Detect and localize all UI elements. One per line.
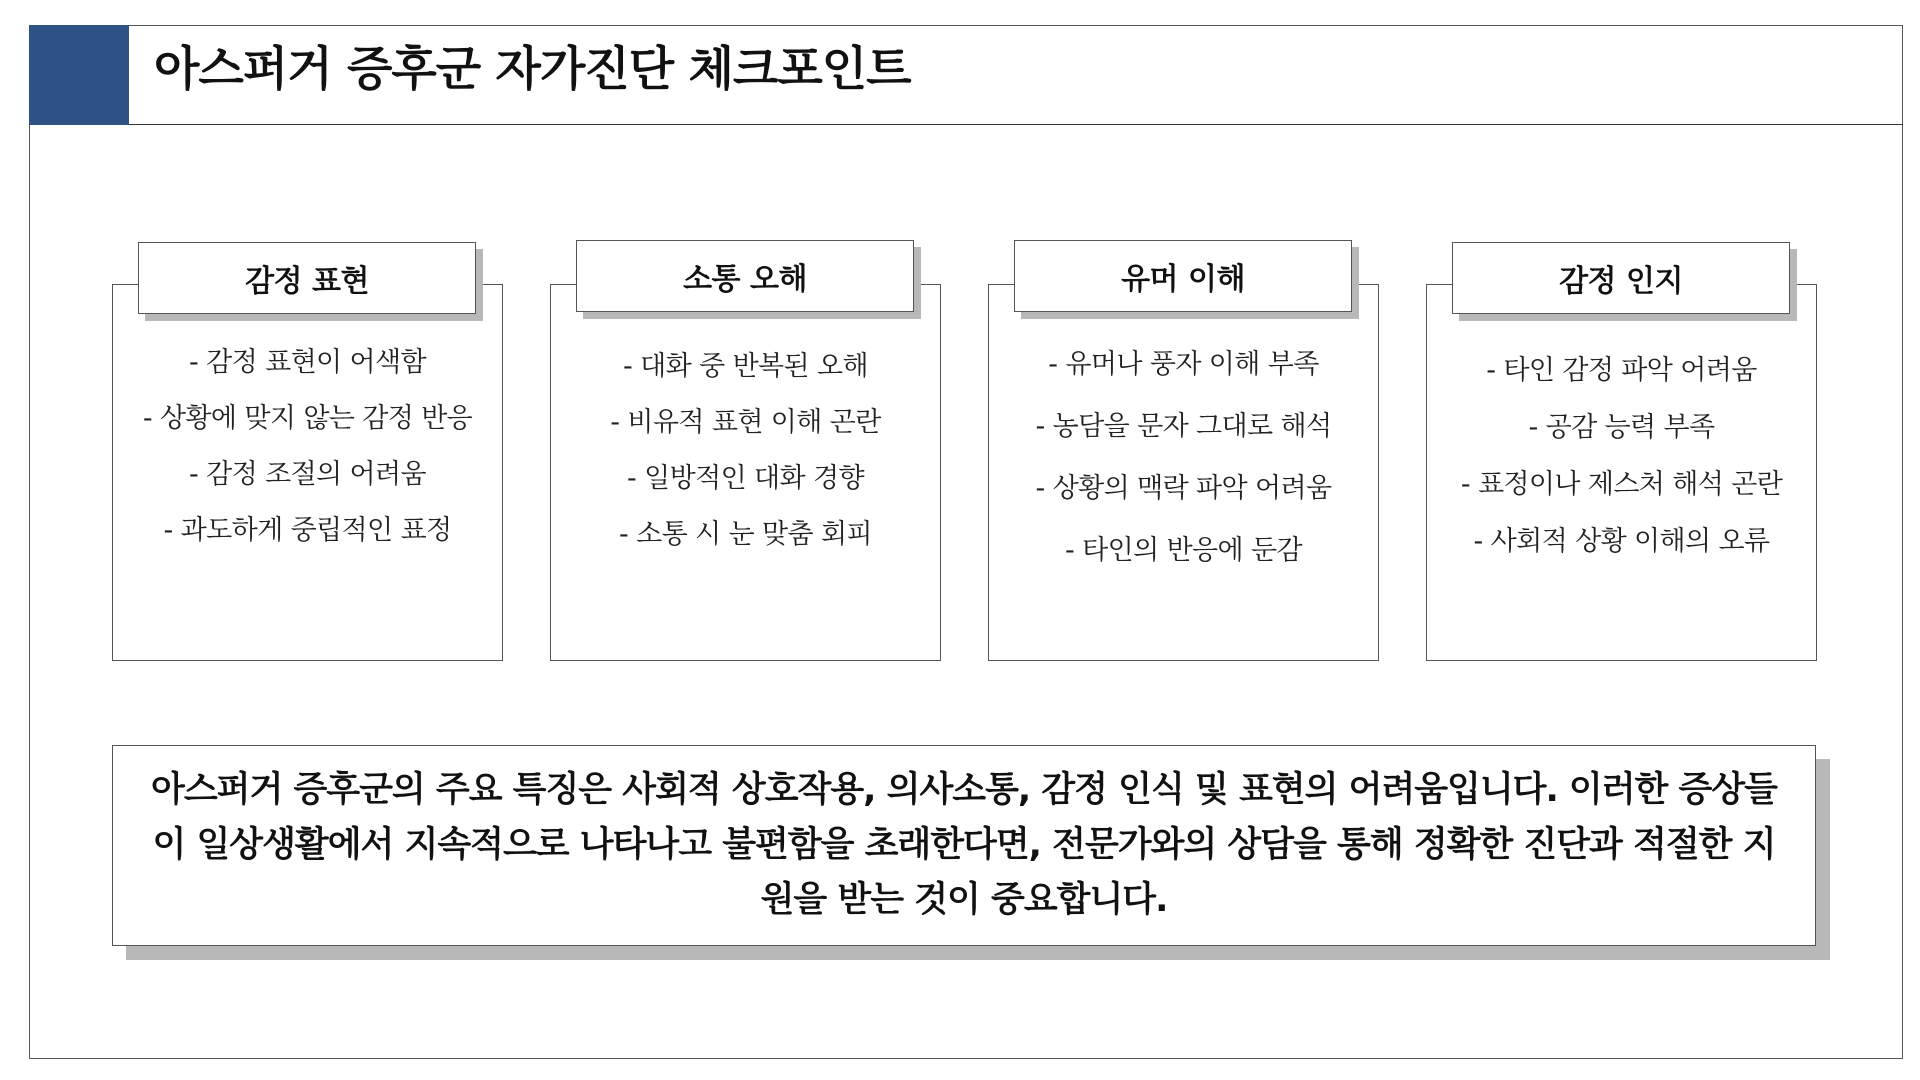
summary-text: 아스퍼거 증후군의 주요 특징은 사회적 상호작용, 의사소통, 감정 인식 및 표현의 어려움입니다. 이러한 증상들이 일상생활에서 지속적으로 나타나고 불편함을 초래한다면, 전문가와의 상담을 통해 정확한 진단과 적절한 지원을 받는 것이 중요합니다.: [151, 770, 1777, 920]
card-item: - 사회적 상황 이해의 오류: [1473, 526, 1770, 557]
card-item: - 비유적 표현 이해 곤란: [610, 407, 881, 438]
title-accent-bar: [29, 25, 129, 125]
card-item: - 소통 시 눈 맞춤 회피: [619, 519, 872, 550]
card-title-communication-misunderstanding: 소통 오해: [576, 240, 914, 312]
card-item: - 일방적인 대화 경향: [627, 463, 864, 494]
card-emotion-recognition: [1426, 284, 1817, 661]
card-item-list: [113, 335, 502, 559]
card-item: - 대화 중 반복된 오해: [623, 351, 868, 382]
card-item: - 감정 조절의 어려움: [189, 459, 426, 490]
card-item-list: [551, 339, 940, 563]
card-emotion-expression: [112, 284, 503, 661]
card-item: - 유머나 풍자 이해 부족: [1048, 349, 1319, 380]
card-humor-understanding: [988, 284, 1379, 661]
summary-box: [112, 745, 1816, 946]
card-item-list: [989, 334, 1378, 582]
slide-title: 아스퍼거 증후군 자가진단 체크포인트: [154, 42, 911, 97]
card-item-list: [1427, 342, 1816, 570]
card-item: - 타인 감정 파악 어려움: [1486, 355, 1757, 386]
card-item: - 상황의 맥락 파악 어려움: [1035, 473, 1332, 504]
title-divider: [129, 124, 1903, 125]
card-title-emotion-recognition: 감정 인지: [1452, 242, 1790, 314]
card-item: - 타인의 반응에 둔감: [1065, 535, 1302, 566]
card-item: - 공감 능력 부족: [1528, 412, 1715, 443]
card-item: - 표정이나 제스처 해석 곤란: [1460, 469, 1783, 500]
card-item: - 과도하게 중립적인 표정: [163, 515, 452, 546]
card-item: - 감정 표현이 어색함: [189, 347, 426, 378]
card-item: - 상황에 맞지 않는 감정 반응: [142, 403, 473, 434]
card-communication-misunderstanding: [550, 284, 941, 661]
card-title-emotion-expression: 감정 표현: [138, 242, 476, 314]
card-title-humor-understanding: 유머 이해: [1014, 240, 1352, 312]
card-item: - 농담을 문자 그대로 해석: [1035, 411, 1332, 442]
